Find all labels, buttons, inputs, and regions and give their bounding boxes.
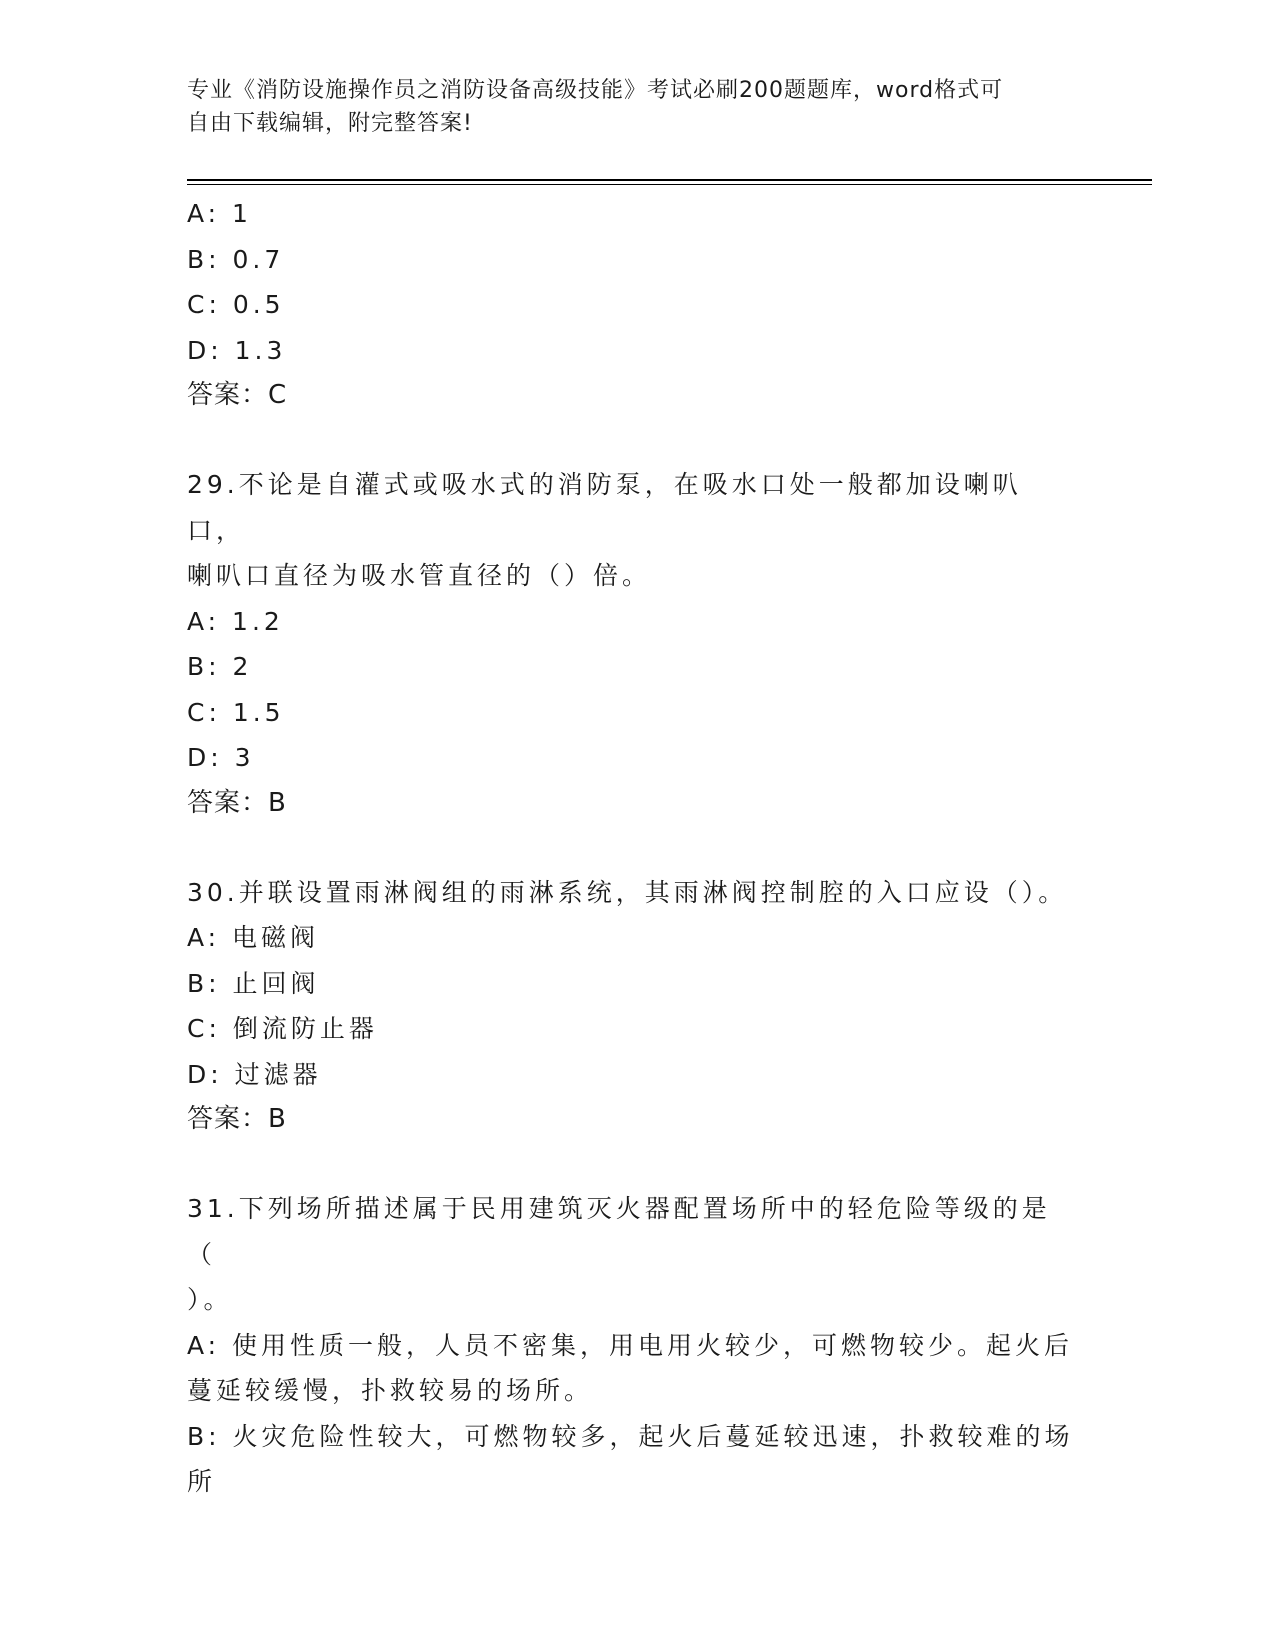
option-b: B: 止回阀 — [187, 968, 320, 998]
page-header — [187, 74, 1067, 140]
question-stem: 30.并联设置雨淋阀组的雨淋系统，其雨淋阀控制腔的入口应设（）。 — [187, 877, 1068, 907]
answer: 答案：C — [187, 380, 288, 410]
option-c: C: 0.5 — [187, 290, 285, 319]
document-body — [187, 191, 1077, 1505]
option-c: C: 倒流防止器 — [187, 1014, 378, 1043]
option-d: D: 1.3 — [187, 335, 287, 365]
header-line-1: 专业《消防设施操作员之消防设备高级技能》考试必刷200题题库，word格式可 — [187, 78, 1004, 103]
option-b: B: 2 — [187, 652, 253, 681]
option-a: A: 电磁阀 — [187, 923, 320, 952]
spacer — [187, 826, 1077, 870]
option-b: B: 0.7 — [187, 244, 285, 274]
spacer — [187, 1142, 1077, 1186]
option-d: D: 过滤器 — [187, 1059, 322, 1089]
header-divider-thick — [187, 179, 1152, 181]
answer: 答案：B — [187, 787, 287, 818]
option-d: D: 3 — [187, 743, 255, 772]
option-b-continued: 所 — [187, 1467, 217, 1496]
option-a: A: 1.2 — [187, 606, 284, 636]
question-29 — [187, 462, 1077, 826]
question-stem: 29.不论是自灌式或吸水式的消防泵，在吸水口处一般都加设喇叭口， — [187, 470, 1022, 545]
question-31 — [187, 1186, 1077, 1505]
question-stem: 31.下列场所描述属于民用建筑灭火器配置场所中的轻危险等级的是（ — [187, 1194, 1051, 1269]
option-c: C: 1.5 — [187, 697, 285, 727]
header-line-2: 自由下载编辑，附完整答案! — [187, 111, 473, 136]
header-divider-thin — [187, 184, 1152, 185]
question-stem-continued: ）。 — [187, 1285, 233, 1314]
option-b: B: 火灾危险性较大，可燃物较多，起火后蔓延较迅速，扑救较难的场 — [187, 1421, 1074, 1451]
option-a: A: 使用性质一般，人员不密集，用电用火较少，可燃物较少。起火后 — [187, 1330, 1074, 1360]
option-a: A: 1 — [187, 199, 252, 228]
question-30 — [187, 870, 1077, 1143]
answer: 答案：B — [187, 1104, 287, 1134]
spacer — [187, 418, 1077, 462]
option-a-continued: 蔓延较缓慢，扑救较易的场所。 — [187, 1376, 594, 1405]
question-28-tail — [187, 191, 1077, 418]
question-stem-continued: 喇叭口直径为吸水管直径的（）倍。 — [187, 561, 652, 590]
